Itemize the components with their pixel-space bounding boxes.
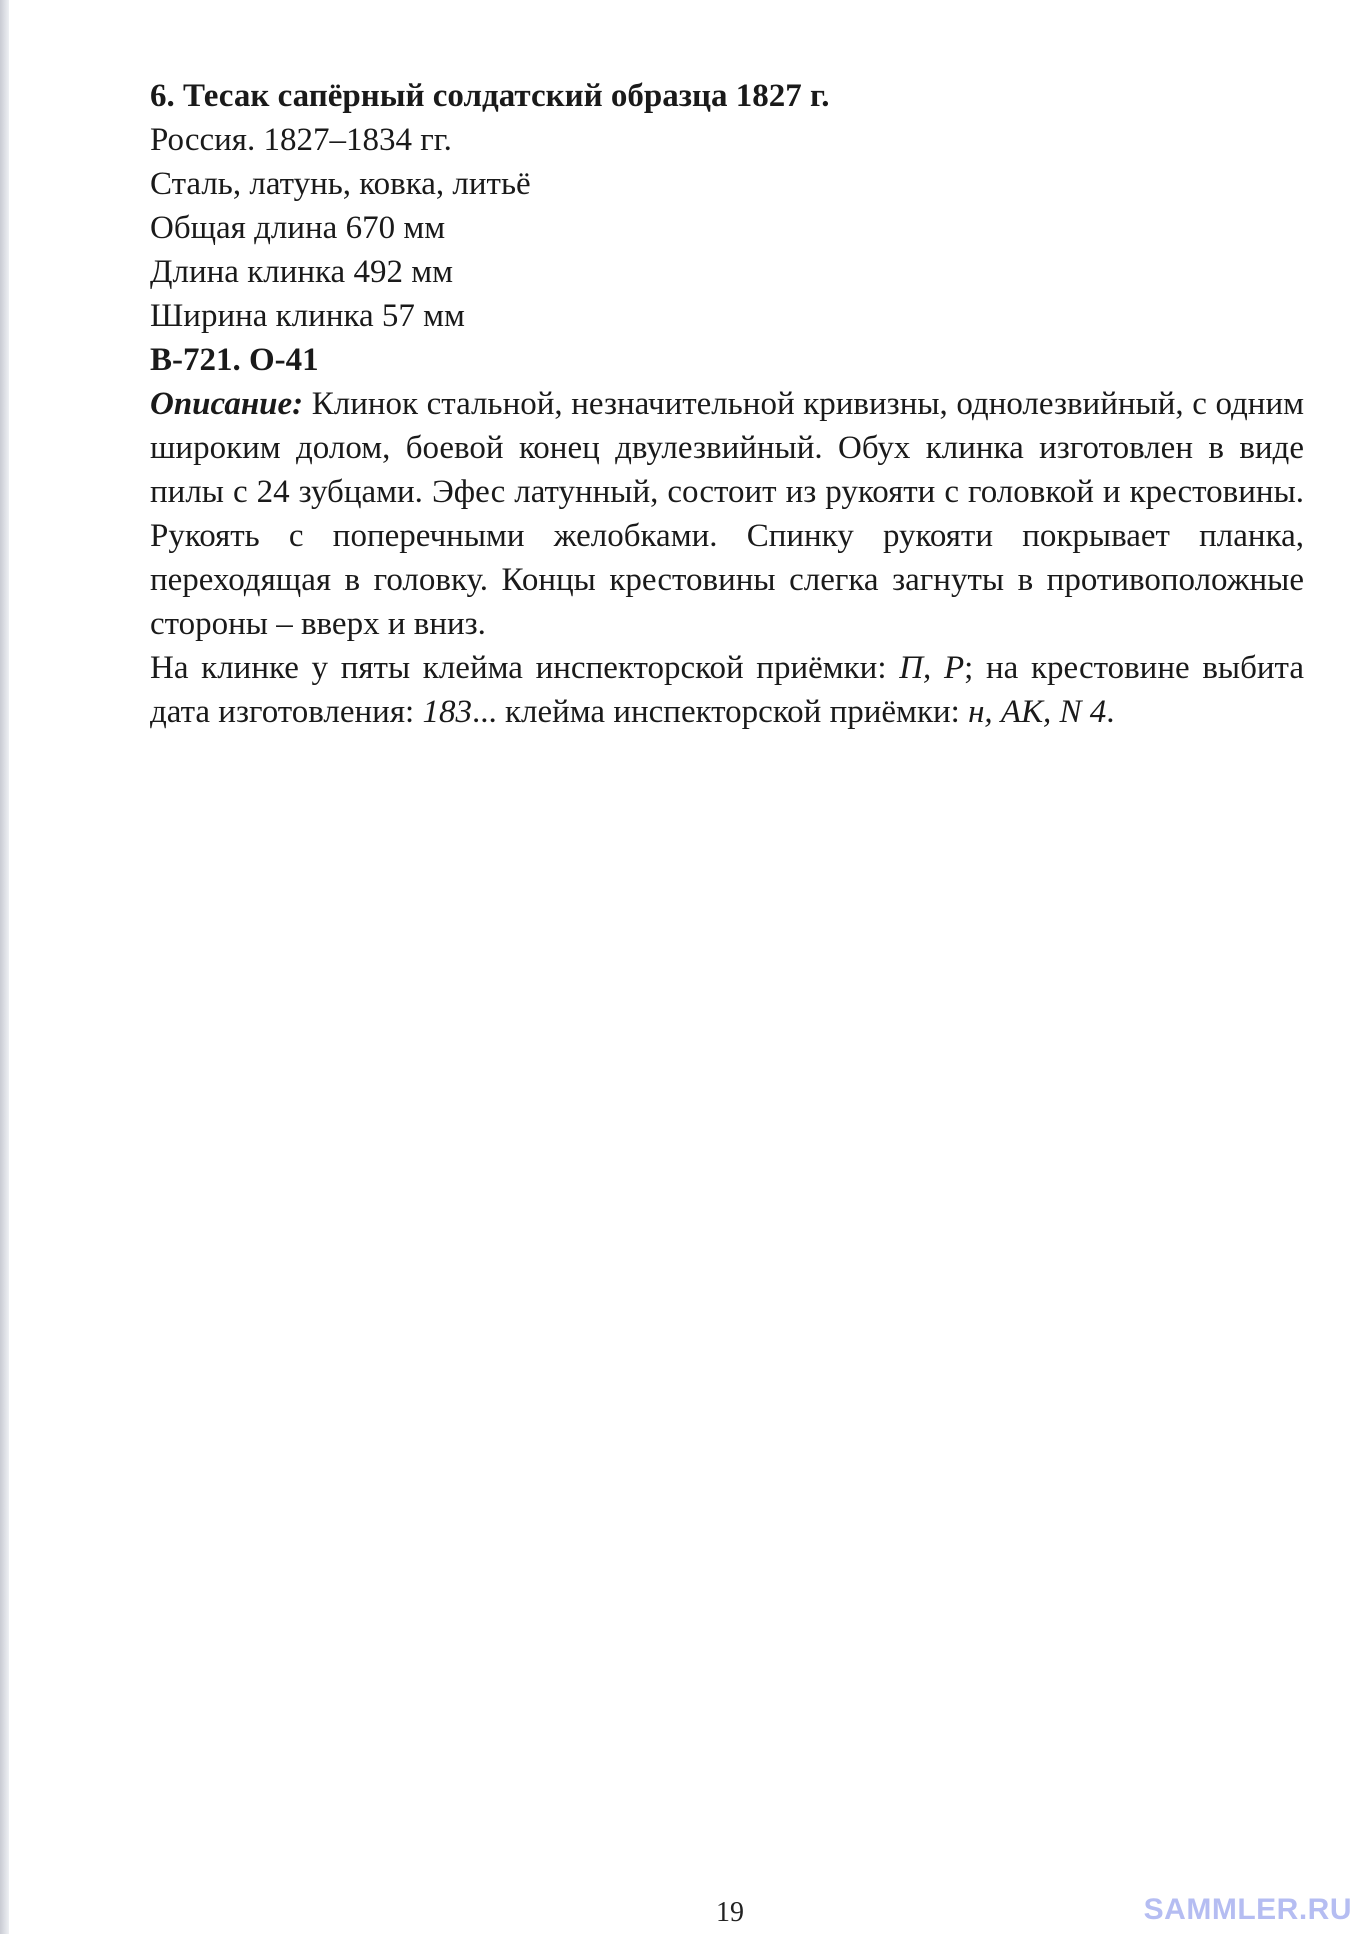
marks-paragraph [150, 646, 1304, 734]
item-blade-length: Длина клинка 492 мм [150, 254, 453, 290]
watermark: SAMMLER.RU [1143, 1893, 1352, 1926]
marks-italic-3: н, АК, N 4 [968, 694, 1107, 730]
marks-italic-2: 183 [422, 694, 472, 730]
page-number: 19 [716, 1897, 744, 1928]
description-label: Описание: [150, 386, 304, 422]
item-blade-width: Ширина клинка 57 мм [150, 298, 465, 334]
item-title: 6. Тесак сапёрный солдатский образца 1827 г. [150, 78, 830, 114]
item-materials: Сталь, латунь, ковка, литьё [150, 166, 531, 202]
marks-text-1: На клинке у пяты клейма инспекторской приёмки: [150, 650, 900, 686]
item-total-length: Общая длина 670 мм [150, 210, 446, 246]
page-edge-shadow [0, 0, 9, 1934]
description-text: Клинок стальной, незначительной кривизны, однолезвийный, с одним широким долом, боевой конец двулезвийный. Обух клинка изготовлен в виде пилы с 24 зубцами. Эфес латунный, состоит из рукояти с головкой и крестовины. Рукоять с поперечными желобками. Спинку рукояти покрывает планка, переходящая в головку. Концы крестовины слегка загнуты в противоположные стороны – вверх и вниз. [150, 386, 1304, 642]
inventory-number: В-721. О-41 [150, 342, 319, 378]
description-paragraph [150, 382, 1304, 646]
marks-text-4: . [1106, 694, 1115, 730]
marks-text-2: ; на крестовине выбита дата изготовления: [150, 650, 1304, 730]
marks-text-3: ... клейма инспекторской приёмки: [471, 694, 969, 730]
item-origin: Россия. 1827–1834 гг. [150, 122, 452, 158]
marks-italic-1: П, Р [899, 650, 965, 686]
article [150, 74, 1304, 734]
